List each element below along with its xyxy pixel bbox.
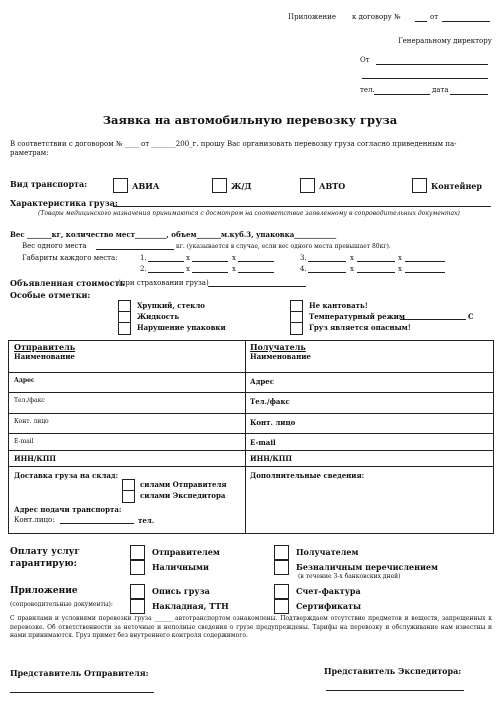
dim-num-1: 1.: [140, 254, 147, 262]
row-line: [8, 392, 493, 393]
dim-x: x: [186, 254, 190, 262]
pickup-address: Адрес подачи транспорта:: [14, 505, 122, 514]
cargo-note: (Товары медицинского назначения принимаются с досмотром на соответствие заявленному в сопроводительных документах): [38, 210, 460, 217]
checkbox-by-forwarder[interactable]: [122, 490, 135, 503]
row-line: [8, 466, 493, 467]
receiver-address[interactable]: Адрес: [250, 377, 274, 386]
row-line: [8, 372, 493, 373]
sender-name[interactable]: Наименование: [14, 352, 75, 361]
attach-waybill: Накладная, ТТН: [152, 601, 229, 611]
dim-num-4: 4.: [300, 265, 307, 273]
checkbox-certificates[interactable]: [274, 599, 289, 614]
table-divider: [245, 340, 246, 533]
forwarder-signature-line[interactable]: [326, 690, 464, 691]
dim-x: x: [186, 265, 190, 273]
transport-container: Контейнер: [431, 181, 482, 191]
dims-label: Габариты каждого места:: [22, 254, 118, 262]
checkbox-dangerous[interactable]: [290, 322, 303, 335]
pay-cash: Наличными: [152, 562, 209, 572]
receiver-contact[interactable]: Конт. лицо: [250, 418, 296, 427]
checkbox-rail[interactable]: [212, 178, 227, 193]
checkbox-pay-cashless[interactable]: [274, 560, 289, 575]
pay-sender: Отправителем: [152, 547, 220, 557]
phone-label: тел.: [360, 86, 375, 94]
attach-certificates: Сертификаты: [296, 601, 362, 611]
dim1-c[interactable]: [238, 261, 274, 262]
date-label: дата: [432, 86, 449, 94]
sender-signature-line[interactable]: [10, 692, 154, 693]
checkbox-inventory[interactable]: [130, 584, 145, 599]
cargo-label: Характеристика груза:: [10, 198, 118, 208]
special-liquid: Жидкость: [137, 312, 180, 321]
dim-num-3: 3.: [300, 254, 307, 262]
receiver-phone[interactable]: Тел./факс: [250, 397, 290, 406]
director-label: Генеральному директору: [398, 37, 492, 45]
special-temperature: Температурный режим: [309, 312, 405, 321]
sender-email[interactable]: E-mail: [14, 438, 34, 445]
dim-x: x: [398, 265, 402, 273]
contract-number-line[interactable]: [415, 21, 427, 22]
special-dangerous: Груз является опасным!: [309, 323, 411, 332]
contract-date-line[interactable]: [442, 21, 490, 22]
one-place-line[interactable]: [96, 249, 174, 250]
payment-label: Оплату услуг гарантирую:: [10, 547, 80, 569]
attach-inventory: Опись груза: [152, 586, 210, 596]
weight-row: Вес _______кг, количество мест_________, объем_______м.куб.3, упаковка____________: [10, 230, 337, 239]
tel-label: тел.: [138, 516, 155, 525]
transport-label: Вид транспорта:: [10, 179, 88, 189]
declared-line[interactable]: [208, 286, 306, 287]
pay-cashless: Безналичным перечислением: [296, 562, 438, 572]
checkbox-pay-cash[interactable]: [130, 560, 145, 575]
special-label: Особые отметки:: [10, 290, 91, 300]
dim2-b[interactable]: [192, 272, 228, 273]
dim4-c[interactable]: [405, 272, 445, 273]
dim-x: x: [232, 254, 236, 262]
receiver-email[interactable]: E-mail: [250, 438, 276, 447]
from-label: от: [430, 13, 439, 21]
sender-address[interactable]: Адрес: [14, 377, 35, 384]
from-person-line[interactable]: [376, 64, 488, 65]
special-no-tilt: Не кантовать!: [309, 301, 368, 310]
sender-title: Отправитель: [14, 342, 76, 352]
attachment-sublabel: (сопроводительные документы):: [10, 601, 113, 608]
dim-num-2: 2.: [140, 265, 147, 273]
cargo-line[interactable]: [113, 206, 491, 207]
transport-rail: Ж/Д: [231, 181, 252, 191]
checkbox-damaged[interactable]: [118, 322, 131, 335]
sender-inn[interactable]: ИНН/КПП: [14, 454, 56, 463]
footer-text: С правилами и условиями перевозки груза ______ автотранспортом ознакомлены. Подтверждаем отсутствие предметов и веществ, запрещенных к перевозке. Об ответственности за неточные и неполные сведения о грузе предупреждены. Тарифы на перевозку и обслуживание нам известны и нами принимаются. Груз примет без внутреннего контроля содержимого.: [10, 615, 492, 639]
row-line: [8, 433, 493, 434]
dim2-c[interactable]: [238, 272, 274, 273]
sender-signature-label: Представитель Отправителя:: [10, 668, 149, 678]
dim-x: x: [398, 254, 402, 262]
receiver-name[interactable]: Наименование: [250, 352, 311, 361]
sender-contact[interactable]: Конт. лицо: [14, 418, 49, 425]
page-title: Заявка на автомобильную перевозку груза: [102, 113, 398, 127]
forwarder-signature-label: Представитель Экспедитора:: [324, 666, 462, 676]
dim-x: x: [350, 265, 354, 273]
dim1-b[interactable]: [192, 261, 228, 262]
receiver-inn[interactable]: ИНН/КПП: [250, 454, 292, 463]
dim3-b[interactable]: [357, 261, 395, 262]
dim1-a[interactable]: [148, 261, 184, 262]
special-damaged: Нарушение упаковки: [137, 323, 226, 332]
delivery-by-forwarder: силами Экспедитора: [140, 491, 226, 500]
dim4-b[interactable]: [357, 272, 395, 273]
checkbox-pay-receiver[interactable]: [274, 545, 289, 560]
celsius-label: С: [468, 312, 474, 321]
checkbox-avia[interactable]: [113, 178, 128, 193]
checkbox-invoice[interactable]: [274, 584, 289, 599]
transport-auto: АВТО: [319, 181, 346, 191]
pay-receiver: Получателем: [296, 547, 359, 557]
one-place-note: кг. (указывается в случае, если вес одного места превышает 80кг).: [176, 243, 391, 250]
receiver-title: Получатель: [250, 342, 306, 352]
one-place-label: Вес одного места: [22, 242, 87, 250]
extra-info: Дополнительные сведения:: [250, 471, 365, 480]
phone-line[interactable]: [374, 94, 430, 95]
row-line: [8, 450, 493, 451]
sender-phone[interactable]: Тел./факс: [14, 397, 45, 404]
checkbox-container[interactable]: [412, 178, 427, 193]
checkbox-pay-sender[interactable]: [130, 545, 145, 560]
row-line: [8, 413, 493, 414]
appendix-label: Приложение: [288, 13, 336, 21]
contact-line[interactable]: [60, 523, 134, 524]
special-fragile: Хрупкий, стекло: [137, 301, 205, 310]
to-contract-label: к договору №: [352, 13, 401, 21]
dim4-a[interactable]: [308, 272, 346, 273]
delivery-by-sender: силами Отправителя: [140, 480, 227, 489]
checkbox-auto[interactable]: [300, 178, 315, 193]
intro-text: В соответствии с договором № ____ от _______200_г. прошу Вас организовать перевозку груза согласно приведенным па-раметрам:: [10, 140, 457, 157]
from-person-label: От: [360, 56, 370, 64]
contact-label: Конт.лицо:: [14, 516, 55, 524]
attach-invoice: Счет-фактура: [296, 586, 361, 596]
dim2-a[interactable]: [148, 272, 184, 273]
declared-note: (при страховании груза): [118, 279, 209, 287]
dim-x: x: [232, 265, 236, 273]
declared-label: Объявленная стоимость: [10, 278, 125, 288]
dim3-c[interactable]: [405, 261, 445, 262]
checkbox-waybill[interactable]: [130, 599, 145, 614]
dim-x: x: [350, 254, 354, 262]
from-person-line-2[interactable]: [362, 78, 488, 79]
temperature-line[interactable]: [400, 319, 466, 320]
date-line[interactable]: [450, 94, 488, 95]
dim3-a[interactable]: [308, 261, 346, 262]
bank-note: (в течение 3-х банковских дней): [298, 573, 401, 580]
transport-avia: АВИА: [132, 181, 160, 191]
delivery-label: Доставка груза на склад:: [14, 471, 119, 480]
attachment-label: Приложение: [10, 586, 78, 596]
